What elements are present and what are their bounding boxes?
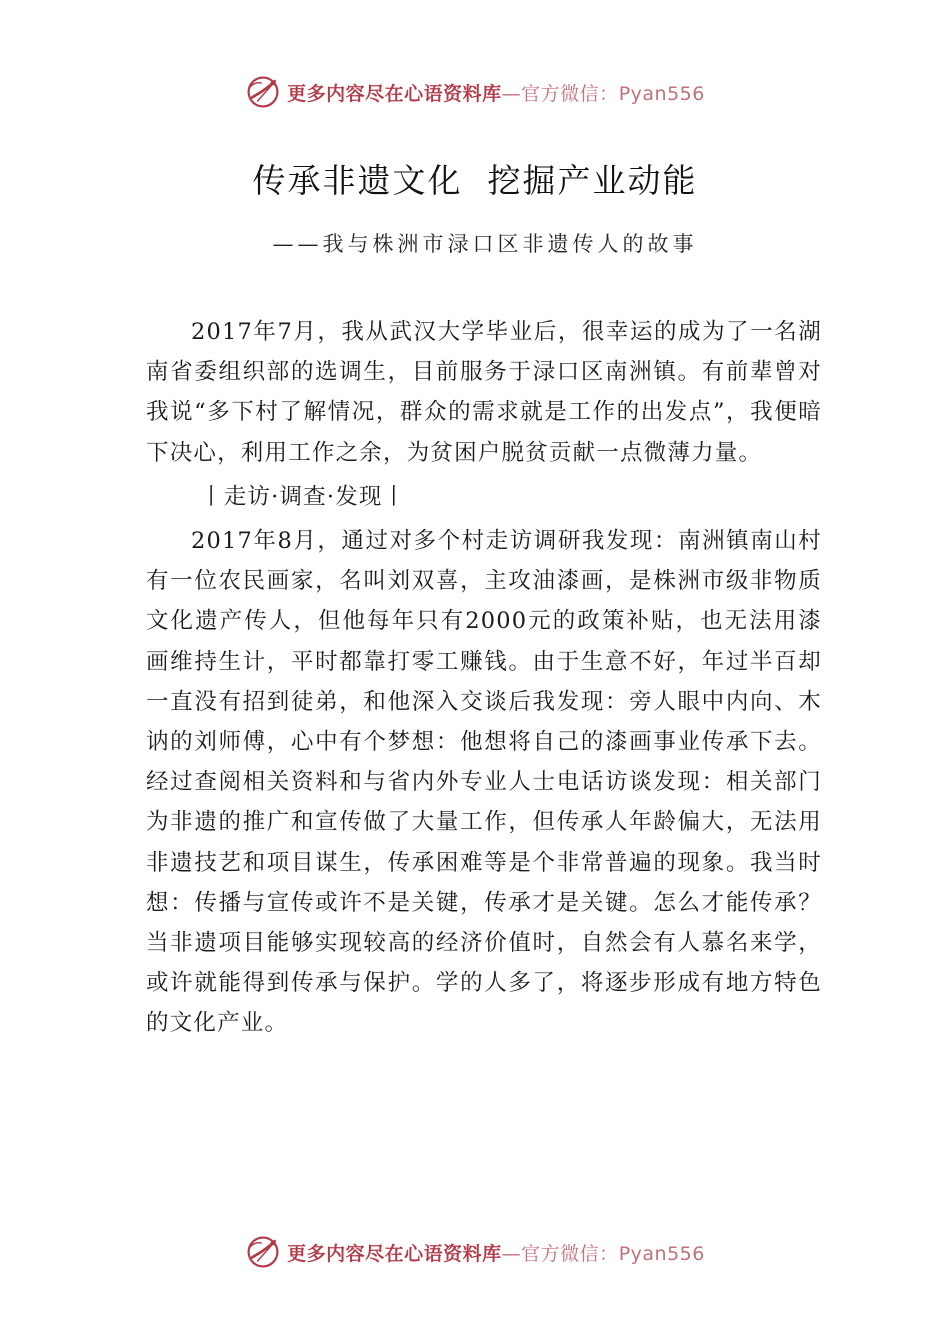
banner-wechat-label: 官方微信：: [521, 82, 619, 105]
banner-wechat-id: Pyan556: [618, 82, 705, 105]
paragraph-1: 2017年7月，我从武汉大学毕业后，很幸运的成为了一名湖南省委组织部的选调生，目前服务于渌口区南洲镇。有前辈曾对我说“多下村了解情况，群众的需求就是工作的出发点”，我便暗下决心，利用工作之余，为贫困户脱贫贡献一点微薄力量。: [146, 319, 822, 466]
section-heading: 丨走访·调查·发现丨: [200, 483, 407, 510]
document-body: [146, 312, 822, 1044]
banner-text: [287, 1239, 705, 1266]
banner-dash: —: [501, 82, 522, 105]
banner-library-text: 更多内容尽在心语资料库: [287, 1242, 502, 1265]
banner-library-text: 更多内容尽在心语资料库: [287, 82, 502, 105]
header-banner: [0, 72, 950, 112]
paragraph-2: 2017年8月，通过对多个村走访调研我发现：南洲镇南山村有一位农民画家，名叫刘双喜，主攻油漆画，是株洲市级非物质文化遗产传人，但他每年只有2000元的政策补贴，也无法用漆画维持生计，平时都靠打零工赚钱。由于生意不好，年过半百却一直没有招到徒弟，和他深入交谈后我发现：旁人眼中内向、木讷的刘师傅，心中有个梦想：他想将自己的漆画事业传承下去。经过查阅相关资料和与省内外专业人士电话访谈发现：相关部门为非遗的推广和宣传做了大量工作，但传承人年龄偏大，无法用非遗技艺和项目谋生，传承困难等是个非常普遍的现象。我当时想：传播与宣传或许不是关键，传承才是关键。怎么才能传承？当非遗项目能够实现较高的经济价值时，自然会有人慕名来学，或许就能得到传承与保护。学的人多了，将逐步形成有地方特色的文化产业。: [146, 528, 822, 1037]
library-logo-icon: [245, 1234, 281, 1270]
banner-wechat-label: 官方微信：: [521, 1242, 619, 1265]
footer-banner: [0, 1232, 950, 1272]
banner-dash: —: [501, 1242, 522, 1265]
banner-text: [287, 79, 705, 106]
document-title: 传承非遗文化 挖掘产业动能: [252, 161, 698, 200]
document-subtitle: ——我与株洲市渌口区非遗传人的故事: [272, 232, 698, 256]
banner-wechat-id: Pyan556: [618, 1242, 705, 1265]
library-logo-icon: [245, 74, 281, 110]
